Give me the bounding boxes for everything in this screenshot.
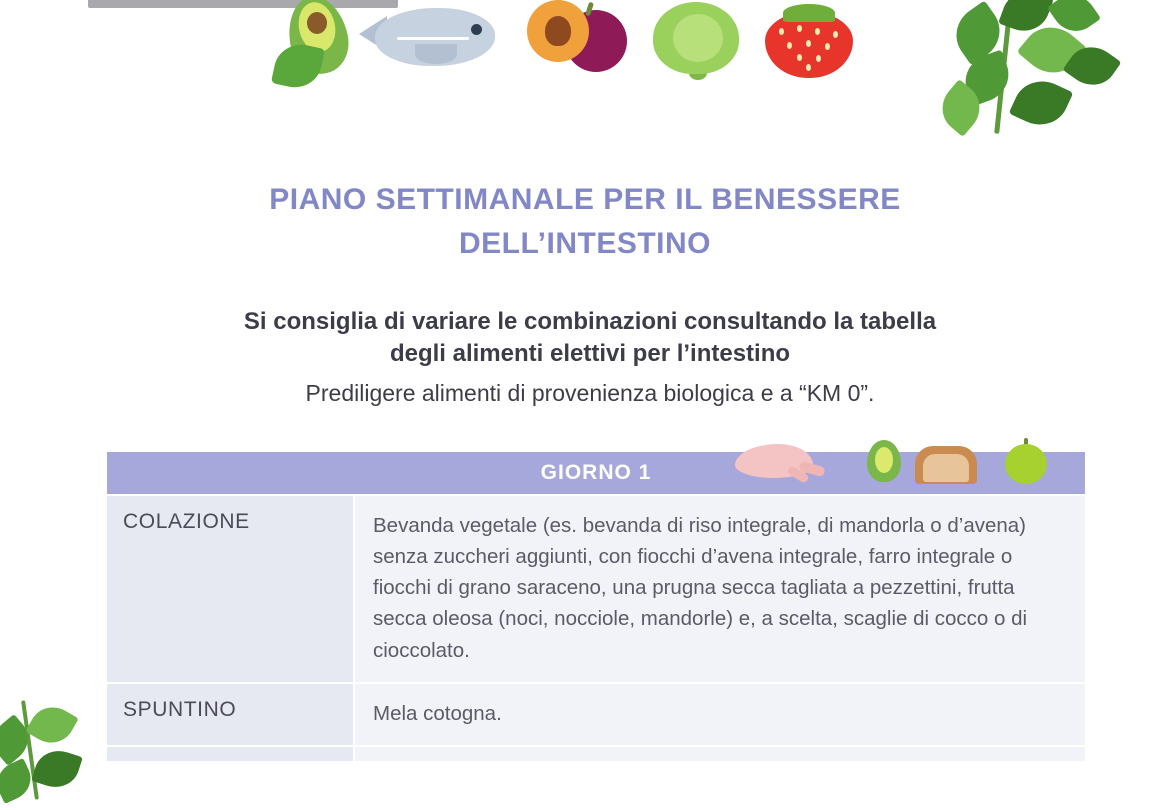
table-header: [107, 452, 1085, 494]
meal-label-partial: [107, 747, 353, 761]
meal-label: SPUNTINO: [107, 684, 353, 745]
header-food-icons: [727, 430, 1067, 482]
table-row-partial: [107, 745, 1085, 761]
meal-description-partial: [353, 747, 1085, 761]
ivy-decoration-top-right: [930, 0, 1130, 144]
page-title: [0, 178, 1170, 265]
page-subtitle-light: Prediligere alimenti di provenienza biologica e a “KM 0”.: [305, 380, 875, 406]
page-subtitle-bold: [95, 306, 1085, 371]
ivy-decoration-bottom-left: [0, 700, 118, 810]
table-header-label: GIORNO 1: [540, 461, 652, 484]
meal-description: Bevanda vegetale (es. bevanda di riso integrale, di mandorla o d’avena) senza zuccheri aggiunti, con fiocchi d’avena integrale, farro integrale o fiocchi di grano saraceno, una prugna secca tagliata a pezzettini, frutta secca oleosa (noci, nocciole, mandorle) e, a scelta, scaglie di cocco o di cioccolato.: [353, 496, 1085, 682]
table-row: [107, 682, 1085, 745]
meal-label: COLAZIONE: [107, 496, 353, 682]
meal-plan-table: [107, 452, 1085, 761]
page-title-line2: DELL’INTESTINO: [458, 226, 711, 260]
page-subtitle-bold-line2: degli alimenti elettivi per l’intestino: [389, 340, 791, 368]
food-illustration-row: [275, 0, 895, 115]
table-row: [107, 494, 1085, 682]
page-subtitle-bold-line1: Si consiglia di variare le combinazioni consultando la tabella: [243, 308, 937, 335]
page-title-line1: PIANO SETTIMANALE PER IL BENESSERE: [269, 183, 901, 216]
meal-description: Mela cotogna.: [353, 684, 1085, 745]
